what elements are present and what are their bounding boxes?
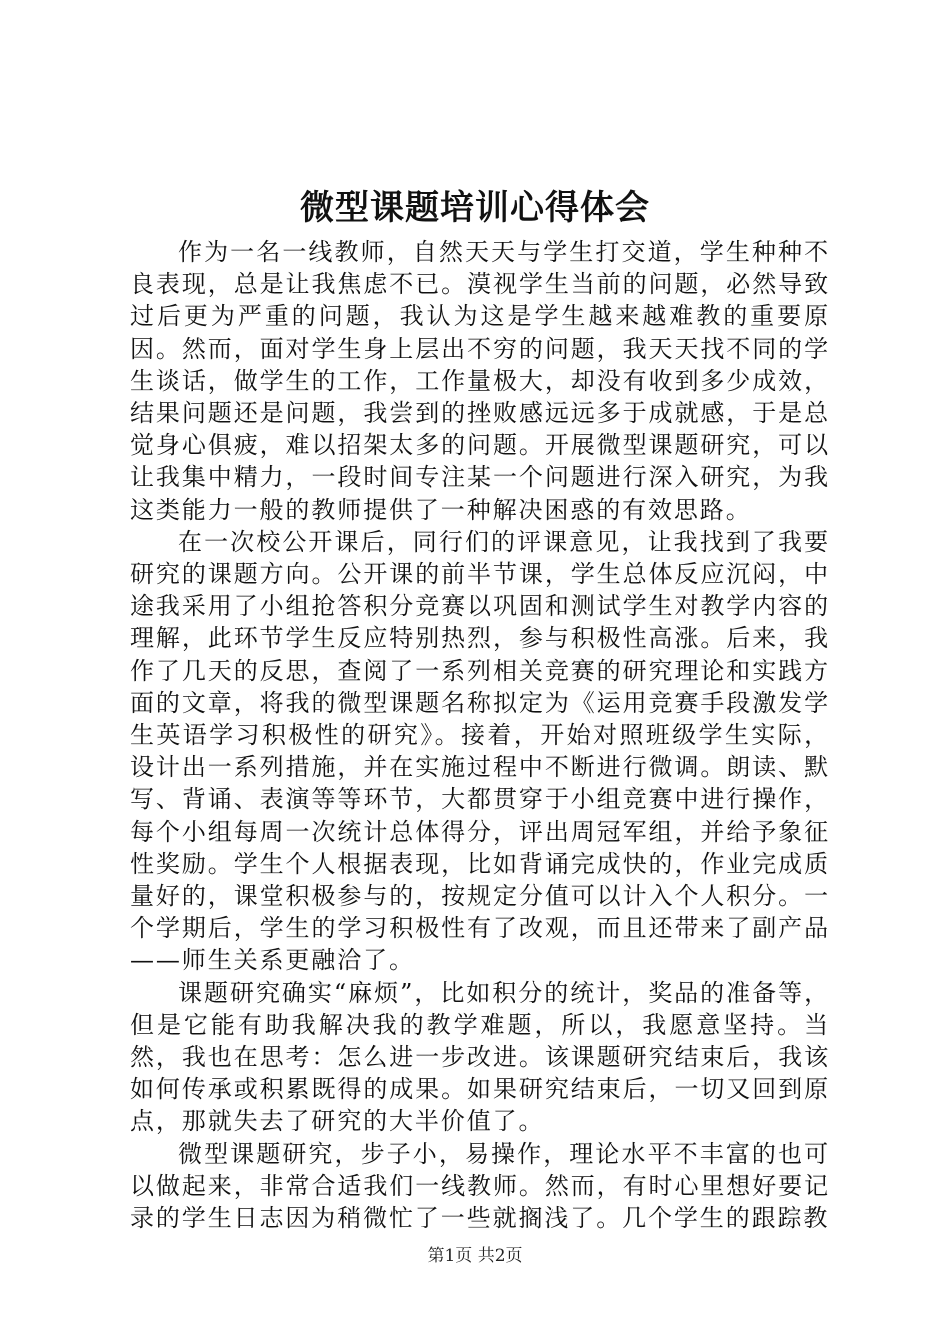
paragraph-1: 作为一名一线教师，自然天天与学生打交道，学生种种不良表现，总是让我焦虑不已。漠视学生当前的问题，必然导致过后更为严重的问题，我认为这是学生越来越难教的重要原因。然而，面对学生身上层出不穷的问题，我天天找不同的学生谈话，做学生的工作，工作量极大，却没有收到多少成效，结果问题还是问题，我尝到的挫败感远远多于成就感，于是总觉身心俱疲，难以招架太多的问题。开展微型课题研究，可以让我集中精力，一段时间专注某一个问题进行深入研究，为我这类能力一般的教师提供了一种解决困惑的有效思路。 [130, 238, 830, 524]
document-title: 微型课题培训心得体会 [300, 188, 650, 228]
paragraph-3: 课题研究确实“麻烦”，比如积分的统计，奖品的准备等，但是它能有助我解决我的教学难题，所以，我愿意坚持。当然，我也在思考：怎么进一步改进。该课题研究结束后，我该如何传承或积累既得的成果。如果研究结束后，一切又回到原点，那就失去了研究的大半价值了。 [130, 978, 830, 1136]
paragraph-4: 微型课题研究，步子小，易操作，理论水平不丰富的也可以做起来，非常合适我们一线教师。然而，有时心里想好要记录的学生日志因为稍微忙了一些就搁浅了。几个学生的跟踪教 [130, 1139, 830, 1233]
page-number-footer: 第1页 共2页 [427, 1246, 523, 1266]
paragraph-2: 在一次校公开课后，同行们的评课意见，让我找到了我要研究的课题方向。公开课的前半节课，学生总体反应沉闷，中途我采用了小组抢答积分竞赛以巩固和测试学生对教学内容的理解，此环节学生反应特别热烈，参与积极性高涨。后来，我作了几天的反思，查阅了一系列相关竞赛的研究理论和实践方面的文章，将我的微型课题名称拟定为《运用竞赛手段激发学生英语学习积极性的研究》。接着，开始对照班级学生实际，设计出一系列措施，并在实施过程中不断进行微调。朗读、默写、背诵、表演等等环节，大都贯穿于小组竞赛中进行操作，每个小组每周一次统计总体得分，评出周冠军组，并给予象征性奖励。学生个人根据表现，比如背诵完成快的，作业完成质量好的，课堂积极参与的，按规定分值可以计入个人积分。一个学期后，学生的学习积极性有了改观，而且还带来了副产品——师生关系更融洽了。 [130, 527, 830, 975]
document-body [130, 236, 830, 1234]
